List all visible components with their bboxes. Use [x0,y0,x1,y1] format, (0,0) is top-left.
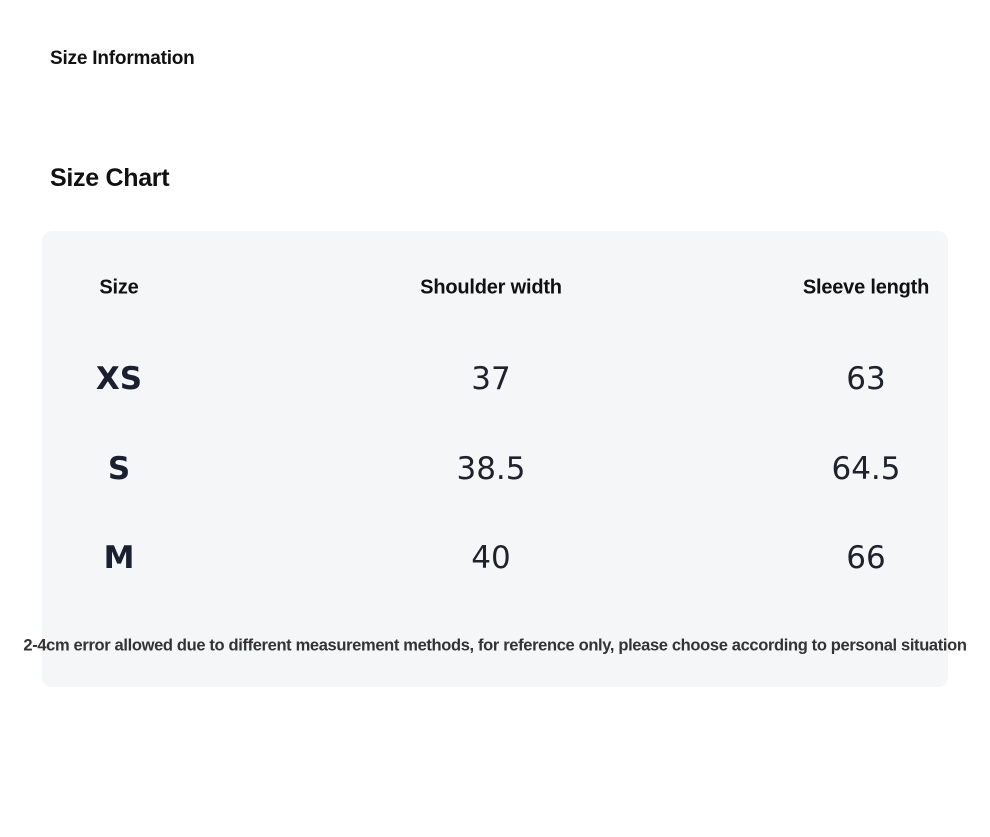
shoulder-width-cell: 37 [471,361,511,397]
header-shoulder-width: Shoulder width [420,276,562,299]
chart-title: Size Chart [50,164,170,192]
measurement-note: 2-4cm error allowed due to different measurement methods, for reference only, please choose according to personal situation [23,636,967,655]
shoulder-width-cell: 40 [471,540,511,576]
sleeve-length-cell: 66 [846,540,886,576]
sleeve-length-cell: 63 [846,361,886,397]
size-cell: S [107,451,131,487]
sleeve-length-cell: 64.5 [831,451,901,487]
size-cell: XS [95,361,143,397]
shoulder-width-cell: 38.5 [456,451,526,487]
header-sleeve-length: Sleeve length [802,276,930,299]
size-cell: M [103,540,135,576]
section-title: Size Information [50,48,195,69]
header-size: Size [99,276,139,299]
